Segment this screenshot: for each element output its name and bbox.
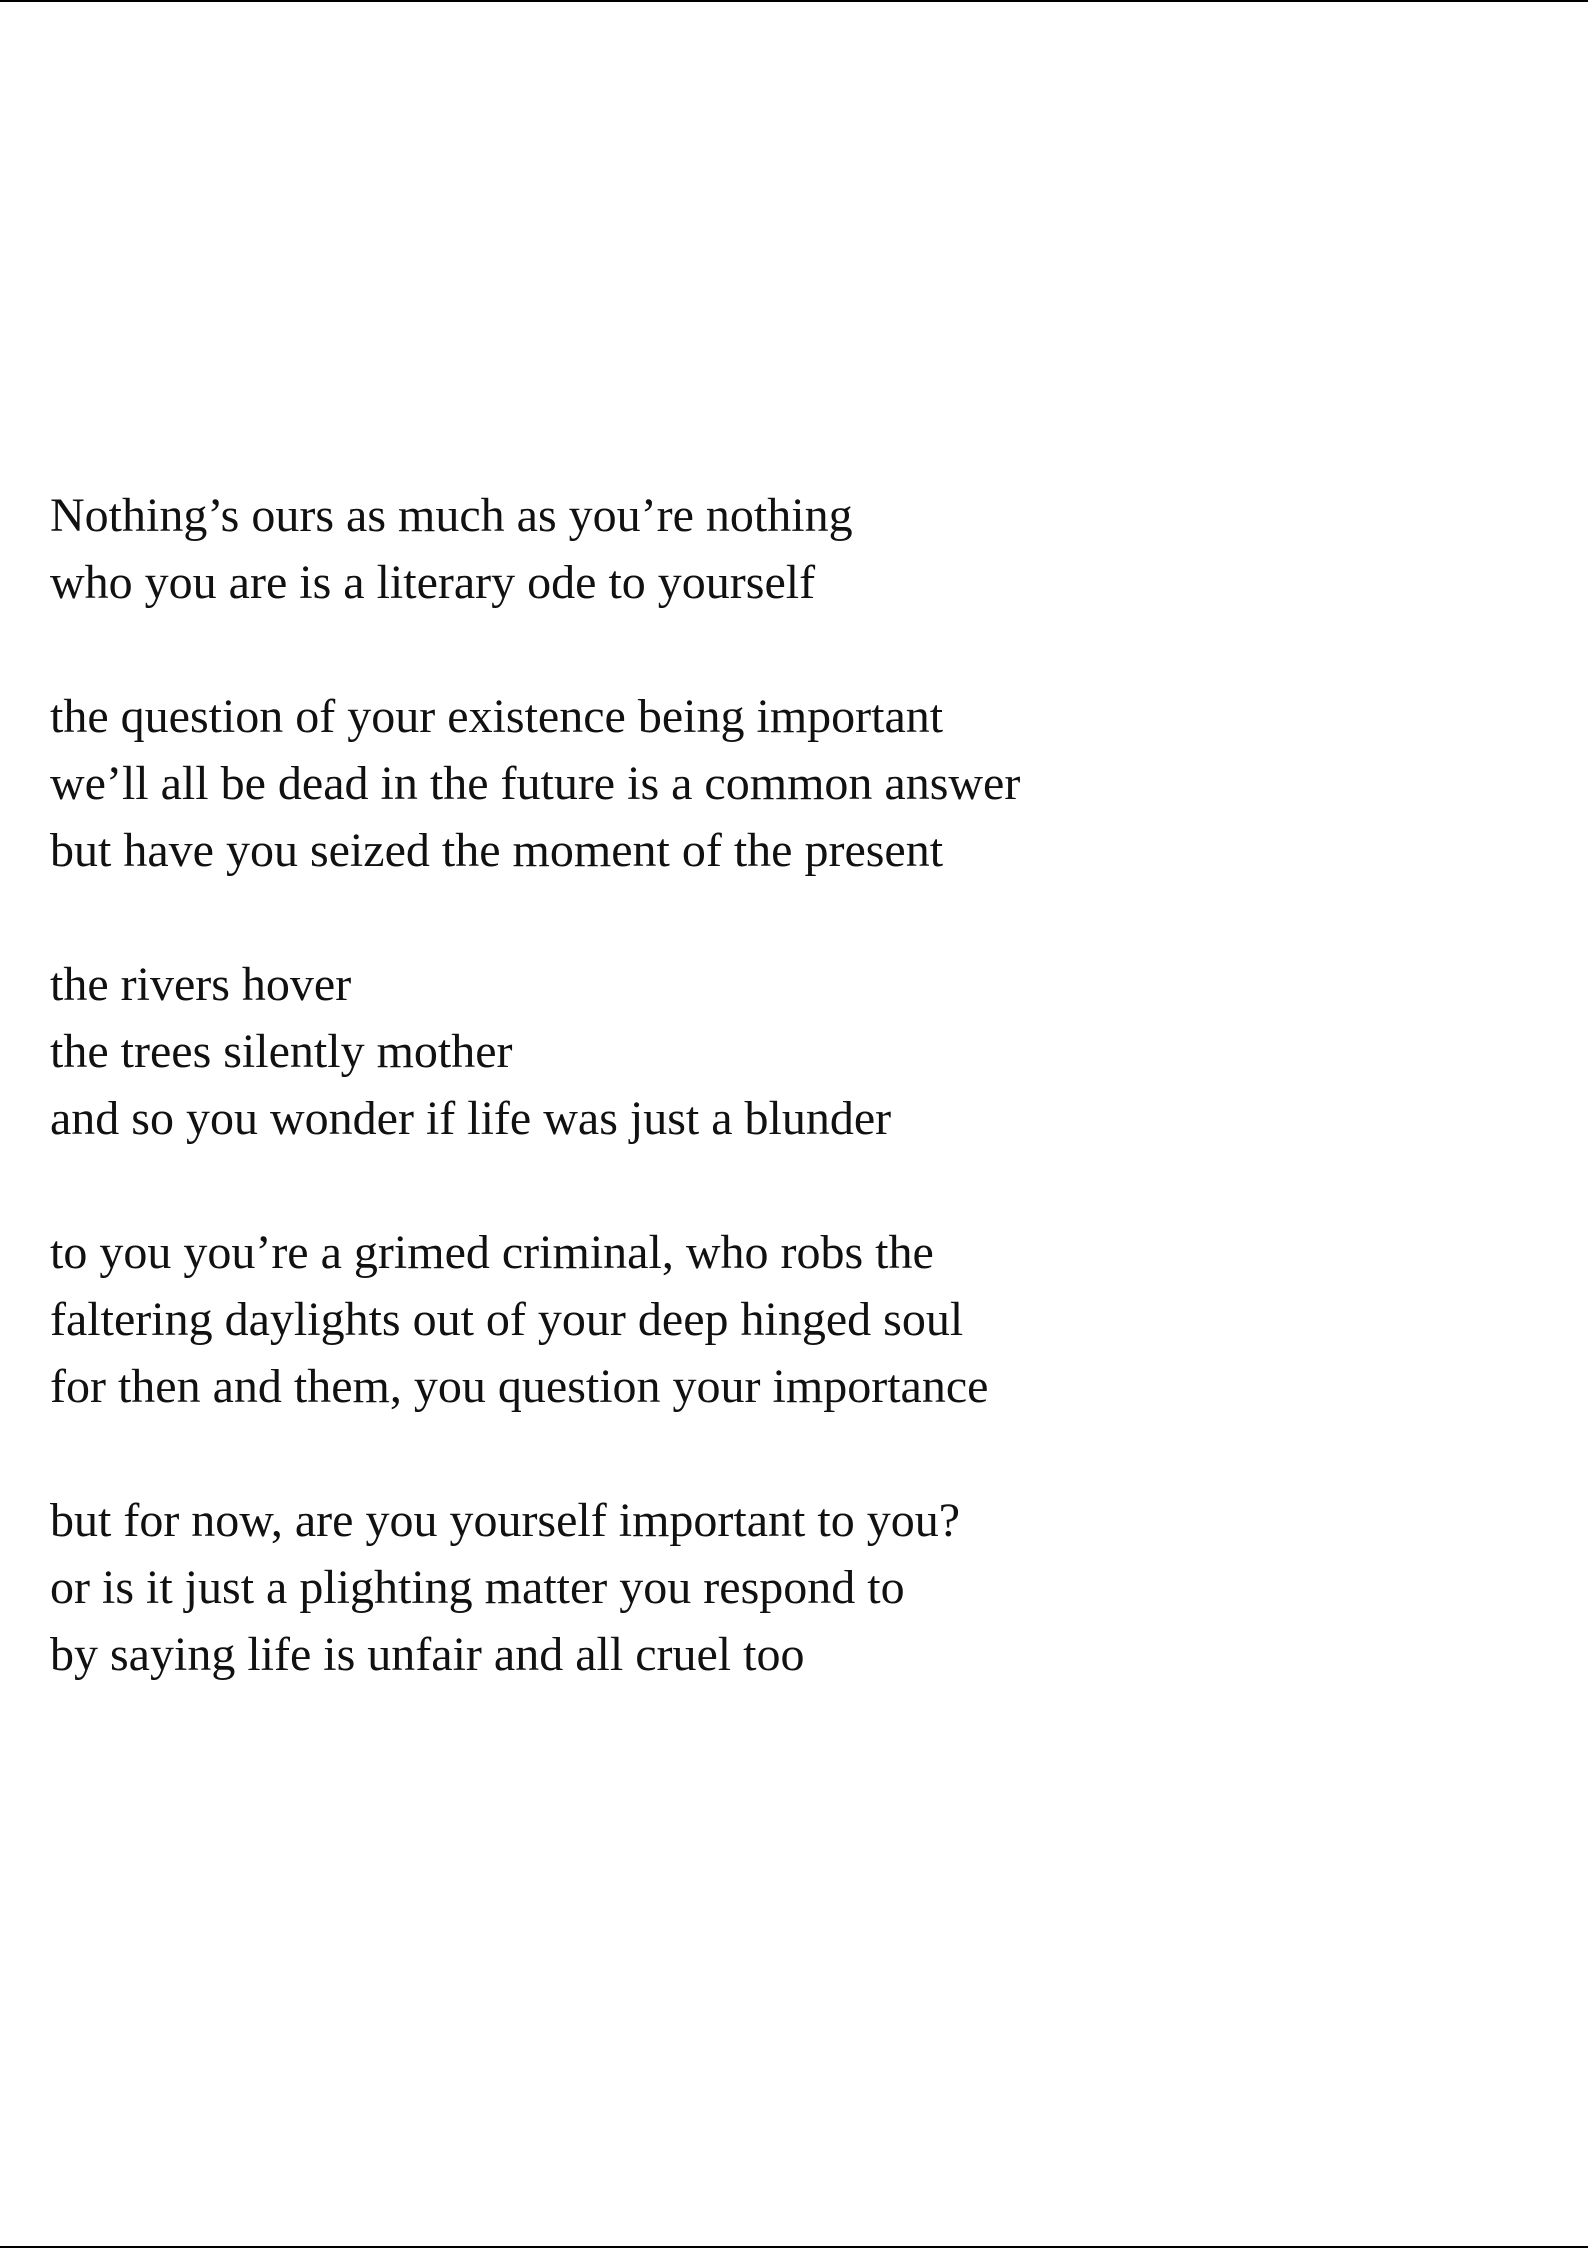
poem-line: Nothing’s ours as much as you’re nothing <box>50 489 853 542</box>
stanza-2 <box>50 683 1530 884</box>
poem-line: for then and them, you question your importance <box>50 1360 989 1413</box>
poem-line: but have you seized the moment of the present <box>50 824 944 877</box>
poem-line: we’ll all be dead in the future is a common answer <box>50 757 1021 810</box>
stanza-1 <box>50 482 1530 616</box>
stanza-5 <box>50 1487 1530 1688</box>
poem-line: but for now, are you yourself important to you? <box>50 1494 961 1547</box>
poem-line: to you you’re a grimed criminal, who robs the <box>50 1226 934 1279</box>
poem-line: faltering daylights out of your deep hinged soul <box>50 1293 964 1346</box>
poem-body <box>50 482 1530 1688</box>
stanza-4 <box>50 1219 1530 1420</box>
poem-line: the question of your existence being important <box>50 690 944 743</box>
poem-line: the trees silently mother <box>50 1025 513 1078</box>
poem-line: and so you wonder if life was just a blunder <box>50 1092 892 1145</box>
poem-line: who you are is a literary ode to yourself <box>50 556 816 609</box>
poem-line: the rivers hover <box>50 958 352 1011</box>
stanza-3 <box>50 951 1530 1152</box>
poem-line: or is it just a plighting matter you respond to <box>50 1561 905 1614</box>
poem-line: by saying life is unfair and all cruel too <box>50 1628 805 1681</box>
